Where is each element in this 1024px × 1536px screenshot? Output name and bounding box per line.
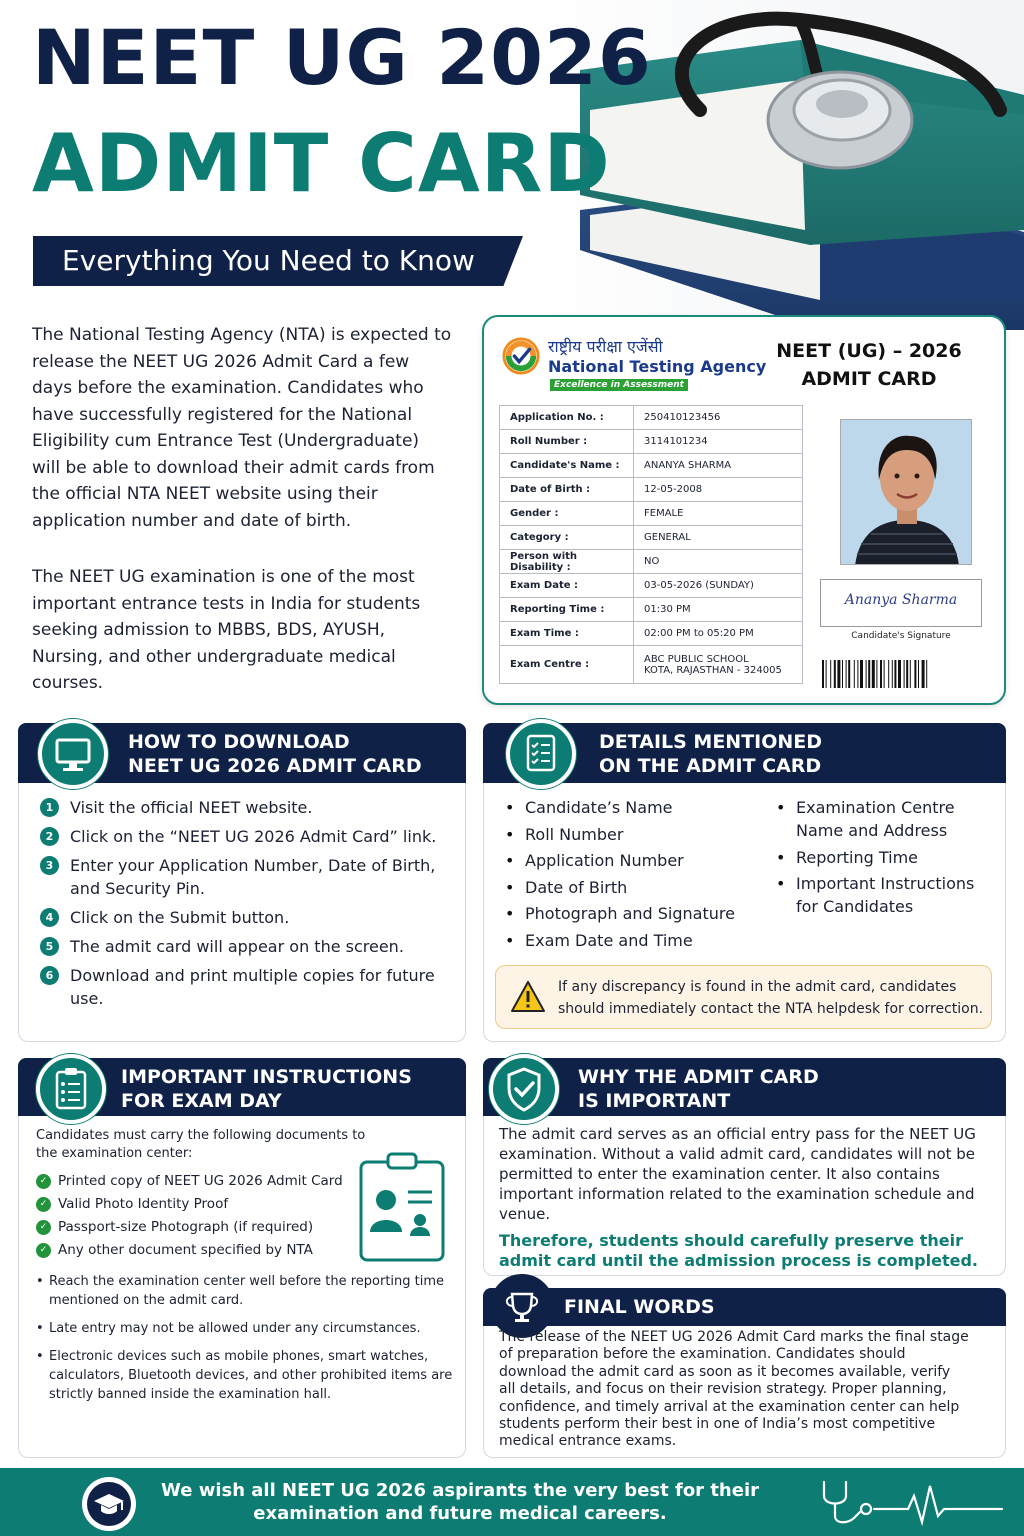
details-list-col2	[770, 796, 990, 922]
row-label: Gender :	[500, 502, 634, 526]
barcode-bar	[894, 660, 896, 688]
step-text: Download and print multiple copies for future use.	[70, 966, 435, 1008]
list-item: • Photograph and Signature	[499, 902, 749, 925]
table-row	[500, 622, 803, 646]
document-text: Valid Photo Identity Proof	[58, 1196, 229, 1212]
barcode-icon	[822, 660, 980, 688]
row-value: 3114101234	[634, 430, 803, 454]
list-item: • Reporting Time	[770, 846, 990, 869]
checklist-icon-badge	[506, 719, 576, 789]
barcode-bar	[884, 660, 885, 688]
list-item	[40, 796, 450, 819]
barcode-bar	[868, 660, 870, 688]
table-row	[500, 550, 803, 574]
candidate-signature: Ananya Sharma	[844, 592, 958, 608]
why-important-title	[578, 1065, 819, 1113]
list-item: • Important Instructions for Candidates	[770, 872, 990, 918]
warning-text: If any discrepancy is found in the admit card, candidates should immediately contact the NTA helpdesk for correction.	[558, 979, 984, 1017]
document-text: Printed copy of NEET UG 2026 Admit Card	[58, 1173, 343, 1189]
warning-icon	[510, 980, 546, 1014]
why-important-text: The admit card serves as an official entry pass for the NEET UG examination. Without a valid admit card, candidates will not be permitted to enter the examination center. It also contains important information related to the examination schedule and venue.	[499, 1125, 976, 1223]
document-text: Any other document specified by NTA	[58, 1242, 313, 1258]
details-mentioned-title	[599, 730, 822, 778]
row-label: Date of Birth :	[500, 478, 634, 502]
barcode-bar	[922, 660, 925, 688]
list-item	[36, 1216, 343, 1239]
title-line: IMPORTANT INSTRUCTIONS	[121, 1066, 412, 1088]
row-label: Application No. :	[500, 406, 634, 430]
signature-label: Candidate's Signature	[851, 631, 951, 641]
monitor-icon	[42, 723, 104, 785]
row-label: Exam Time :	[500, 622, 634, 646]
download-steps-list	[40, 796, 450, 1016]
page-title-line1: NEET UG 2026	[32, 13, 652, 102]
list-item	[40, 854, 450, 900]
row-value: 03-05-2026 (SUNDAY)	[634, 574, 803, 598]
barcode-bar	[854, 660, 855, 688]
step-text: The admit card will appear on the screen.	[70, 937, 404, 956]
row-value: FEMALE	[634, 502, 803, 526]
candidate-details-table	[499, 405, 803, 684]
table-row	[500, 526, 803, 550]
barcode-bar	[826, 660, 827, 688]
list-item: • Electronic devices such as mobile phones, smart watches, calculators, Bluetooth devices, and other prohibited items are strictly banned inside the examination hall.	[36, 1347, 456, 1404]
barcode-bar	[888, 660, 889, 688]
footer-banner	[0, 1468, 1024, 1536]
check-icon: ✓	[36, 1220, 51, 1235]
candidate-photo	[840, 419, 972, 565]
graduation-cap-badge	[82, 1477, 136, 1531]
barcode-bar	[860, 660, 863, 688]
documents-checklist	[36, 1170, 343, 1262]
why-important-highlight: Therefore, students should carefully preserve their admit card until the admission process is completed.	[499, 1231, 978, 1270]
shield-icon-badge	[489, 1054, 559, 1124]
table-row	[500, 646, 803, 684]
row-label: Reporting Time :	[500, 598, 634, 622]
admit-card-title	[764, 337, 974, 393]
title-line: NEET UG 2026 ADMIT CARD	[128, 755, 422, 777]
barcode-bar	[830, 660, 831, 688]
person-photo-icon	[841, 420, 972, 565]
row-value: NO	[634, 550, 803, 574]
barcode-bar	[866, 660, 867, 688]
id-card-clipboard-icon	[358, 1152, 446, 1264]
list-item: • Roll Number	[499, 823, 749, 846]
barcode-bar	[842, 660, 843, 688]
row-value: GENERAL	[634, 526, 803, 550]
centre-line2: KOTA, RAJASTHAN - 324005	[644, 664, 782, 676]
step-text: Click on the Submit button.	[70, 908, 290, 927]
barcode-bar	[880, 660, 882, 688]
row-value: 12-05-2008	[634, 478, 803, 502]
step-number: 1	[40, 798, 59, 817]
barcode-bar	[837, 660, 840, 688]
row-value	[634, 646, 803, 684]
shield-check-icon	[493, 1058, 555, 1120]
instructions-title	[121, 1065, 412, 1113]
table-row	[500, 574, 803, 598]
list-item	[36, 1170, 343, 1193]
barcode-bar	[872, 660, 875, 688]
step-number: 4	[40, 908, 59, 927]
step-text: Enter your Application Number, Date of Birth, and Security Pin.	[70, 856, 436, 898]
signature-box	[820, 579, 982, 627]
row-value: 250410123456	[634, 406, 803, 430]
title-line: WHY THE ADMIT CARD	[578, 1066, 819, 1088]
list-item: • Reach the examination center well before the reporting time mentioned on the admit card.	[36, 1272, 456, 1310]
row-label: Person with Disability :	[500, 550, 634, 574]
checklist-icon	[510, 723, 572, 785]
centre-line1: ABC PUBLIC SCHOOL	[644, 653, 749, 665]
final-words-title: FINAL WORDS	[564, 1296, 715, 1318]
row-label: Exam Centre :	[500, 646, 634, 684]
title-line: HOW TO DOWNLOAD	[128, 731, 350, 753]
list-item: • Application Number	[499, 849, 749, 872]
row-label: Exam Date :	[500, 574, 634, 598]
list-item	[36, 1193, 343, 1216]
barcode-bar	[910, 660, 911, 688]
final-words-header	[483, 1288, 1006, 1326]
row-label: Category :	[500, 526, 634, 550]
table-row	[500, 454, 803, 478]
table-row	[500, 598, 803, 622]
stethoscope-heartbeat-icon	[818, 1476, 1008, 1530]
step-text: Click on the “NEET UG 2026 Admit Card” link.	[70, 827, 437, 846]
list-item: • Late entry may not be allowed under any circumstances.	[36, 1319, 456, 1338]
check-icon: ✓	[36, 1174, 51, 1189]
barcode-bar	[846, 660, 847, 688]
footer-message: We wish all NEET UG 2026 aspirants the very best for their examination and future medical careers.	[161, 1480, 759, 1524]
barcode-bar	[926, 660, 927, 688]
barcode-bar	[822, 660, 824, 688]
exam-day-rules	[36, 1272, 456, 1413]
list-item: • Date of Birth	[499, 876, 749, 899]
barcode-bar	[892, 660, 893, 688]
page-title-line2: ADMIT CARD	[32, 117, 611, 210]
list-item: • Candidate’s Name	[499, 796, 749, 819]
title-line: ON THE ADMIT CARD	[599, 755, 822, 777]
admit-card-title-line1: NEET (UG) – 2026	[776, 340, 962, 362]
check-icon: ✓	[36, 1197, 51, 1212]
sample-admit-card	[482, 315, 1006, 705]
agency-tagline: Excellence in Assessment	[550, 379, 688, 391]
barcode-bar	[857, 660, 858, 688]
row-label: Roll Number :	[500, 430, 634, 454]
monitor-icon-badge	[38, 719, 108, 789]
intro-text	[32, 322, 452, 697]
list-item	[36, 1239, 343, 1262]
table-row	[500, 478, 803, 502]
title-line: FOR EXAM DAY	[121, 1090, 282, 1112]
list-item: • Exam Date and Time	[499, 929, 749, 952]
table-row	[500, 406, 803, 430]
discrepancy-warning	[495, 965, 992, 1029]
document-text: Passport-size Photograph (if required)	[58, 1219, 314, 1235]
list-item	[40, 935, 450, 958]
how-to-download-title	[128, 730, 422, 778]
agency-hindi-name: राष्ट्रीय परीक्षा एजेंसी	[548, 337, 663, 356]
check-icon: ✓	[36, 1243, 51, 1258]
list-item	[40, 964, 450, 1010]
row-value: 01:30 PM	[634, 598, 803, 622]
trophy-icon	[494, 1278, 550, 1334]
page-subtitle: Everything You Need to Know	[62, 244, 475, 277]
list-item	[40, 825, 450, 848]
barcode-bar	[898, 660, 901, 688]
step-text: Visit the official NEET website.	[70, 798, 313, 817]
details-list-col1	[499, 796, 749, 955]
step-number: 2	[40, 827, 59, 846]
step-number: 6	[40, 966, 59, 985]
row-label: Candidate's Name :	[500, 454, 634, 478]
barcode-bar	[918, 660, 919, 688]
admit-card-title-line2: ADMIT CARD	[801, 368, 937, 390]
barcode-bar	[876, 660, 877, 688]
step-number: 3	[40, 856, 59, 875]
nta-logo-icon	[502, 337, 540, 375]
instructions-intro: Candidates must carry the following documents to the examination center:	[36, 1128, 366, 1161]
table-row	[500, 502, 803, 526]
agency-name: National Testing Agency	[548, 357, 767, 376]
barcode-bar	[906, 660, 908, 688]
clipboard-icon-badge	[36, 1054, 106, 1124]
intro-paragraph-2: The NEET UG examination is one of the most important entrance tests in India for students seeking admission to MBBS, BDS, AYUSH, Nursing, and other undergraduate medical courses.	[32, 567, 421, 693]
step-number: 5	[40, 937, 59, 956]
title-line: DETAILS MENTIONED	[599, 731, 823, 753]
barcode-bar	[834, 660, 836, 688]
list-item: • Examination Centre Name and Address	[770, 796, 990, 842]
row-value: 02:00 PM to 05:20 PM	[634, 622, 803, 646]
table-row	[500, 430, 803, 454]
clipboard-icon	[40, 1058, 102, 1120]
list-item	[40, 906, 450, 929]
graduation-cap-icon	[82, 1477, 136, 1531]
barcode-bar	[914, 660, 916, 688]
final-words-text: The release of the NEET UG 2026 Admit Card marks the final stage of preparation before the examination. Candidates should download the admit card as soon as it becomes available, verify all details, and focus on their revision strategy. Proper planning, confidence, and timely arrival at the examination center can help students perform their best in one of India’s most competitive medical entrance exams.	[499, 1329, 969, 1450]
intro-paragraph-1: The National Testing Agency (NTA) is expected to release the NEET UG 2026 Admit Card a few days before the examination. Candidates who have successfully registered for the National Eligibility cum Entrance Test (Undergraduate) will be able to download their admit cards from the official NTA NEET website using their application number and date of birth.	[32, 325, 452, 531]
barcode-bar	[848, 660, 850, 688]
row-value: ANANYA SHARMA	[634, 454, 803, 478]
barcode-bar	[904, 660, 905, 688]
title-line: IS IMPORTANT	[578, 1090, 731, 1112]
